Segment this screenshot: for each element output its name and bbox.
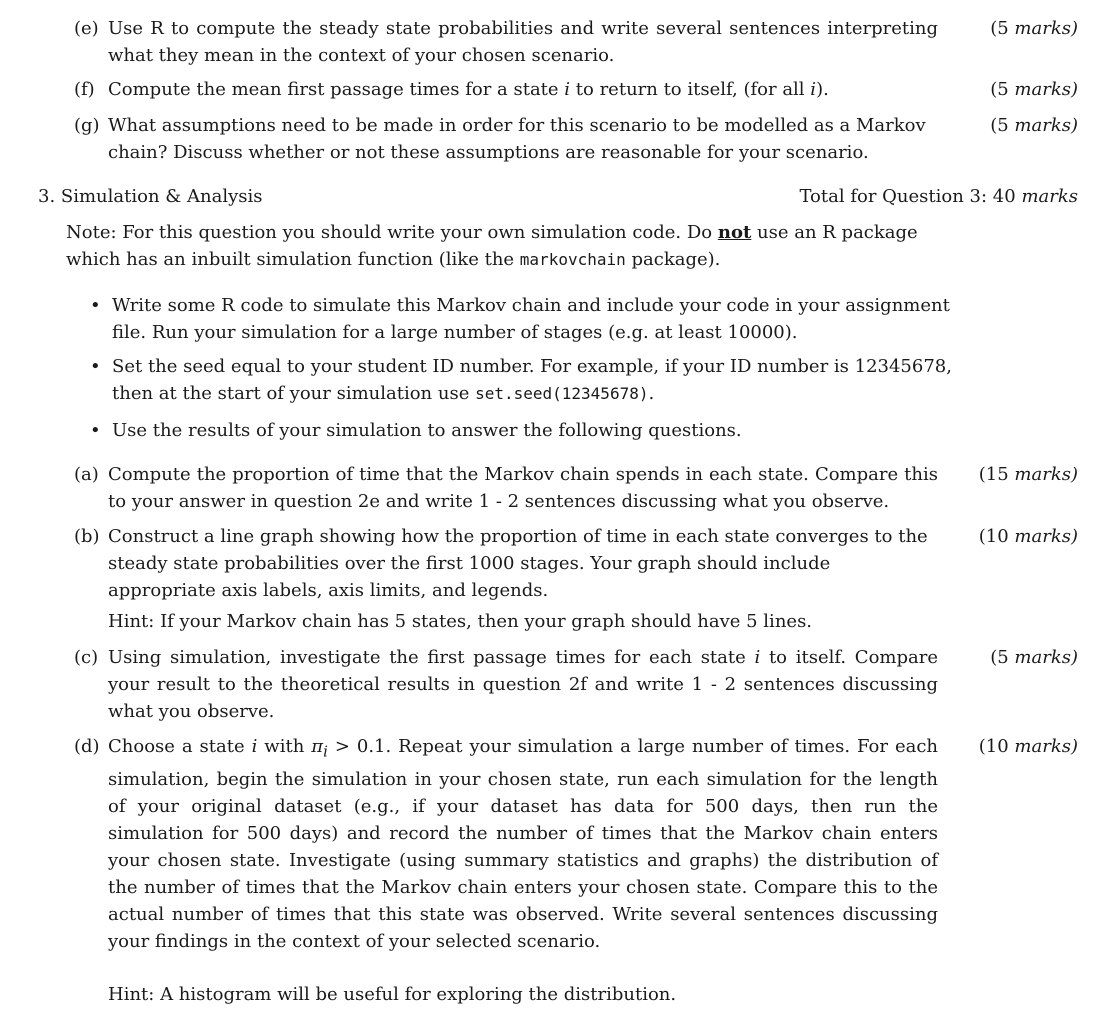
marks-badge: (5 marks) <box>990 79 1078 100</box>
question-text: Construct a line graph showing how the proportion of time in each state converges to the steady state probabilities over the first 1000 stages. Your graph should include appropriate axis labels, axis limits, and legends. <box>108 526 928 601</box>
item-label: (e) <box>74 18 99 39</box>
item-label: (a) <box>74 464 99 485</box>
question-text: Using simulation, investigate the first passage times for each state i to itself. Compare your result to the theoretical results in question 2f and write 1 - 2 sentences discussing what you observe. <box>108 647 938 722</box>
hint-text: Hint: If your Markov chain has 5 states, then your graph should have 5 lines. <box>108 611 813 632</box>
marks-badge: (10 marks) <box>978 736 1078 757</box>
question-text: What assumptions need to be made in order for this scenario to be modelled as a Markov chain? Discuss whether or not these assumptions are reasonable for your scenario. <box>108 115 926 163</box>
bullet-icon: • <box>90 420 101 441</box>
question-3b <box>74 523 1078 635</box>
question-text: Choose a state i with $\pi_i > 0.1$. Repeat your simulation a large number of times. For each simulation, begin the simulation in your chosen state, run each simulation for the length of your original dataset (e.g., if your dataset has data for 500 days, then run the simulation for 500 days) and record the number of times that the Markov chain enters your chosen state. Investigate (using summary statistics and graphs) the distribution of the number of times that the Markov chain enters your chosen state. Compare this to the actual number of times that this state was observed. Write several sentences discussing your findings in the context of your selected scenario. <box>108 736 939 952</box>
question-3a <box>74 461 1078 515</box>
marks-badge: (10 marks) <box>978 526 1078 547</box>
item-label: (b) <box>74 526 100 547</box>
marks-badge: (5 marks) <box>990 647 1078 668</box>
question-3d <box>74 733 1078 955</box>
question-2f <box>74 76 1078 103</box>
bullet-item: • Set the seed equal to your student ID number. For example, if your ID number is 12345678, then at the start of your simulation use set.seed(12345678). <box>90 353 964 407</box>
question-3c <box>74 644 1078 725</box>
section-title: 3. Simulation & Analysis <box>38 186 263 207</box>
question-text: Compute the mean first passage times for a state i to return to itself, (for all i). <box>108 79 829 100</box>
item-label: (f) <box>74 79 95 100</box>
question-2g <box>74 112 1078 166</box>
item-label: (d) <box>74 736 100 757</box>
bullet-icon: • <box>90 295 101 316</box>
marks-badge: (5 marks) <box>990 18 1078 39</box>
question-3-heading <box>38 183 1078 210</box>
question-text: Use R to compute the steady state probabilities and write several sentences interpreting what they mean in the context of your chosen scenario. <box>108 18 938 66</box>
bullet-item: • Write some R code to simulate this Markov chain and include your code in your assignment file. Run your simulation for a large number of stages (e.g. at least 10000). <box>90 292 964 346</box>
histogram-hint: Hint: A histogram will be useful for exploring the distribution. <box>108 984 677 1005</box>
note-paragraph: Note: For this question you should write your own simulation code. Do not use an R package which has an inbuilt simulation function (like the markovchain package). <box>66 222 918 270</box>
bullet-item: • Use the results of your simulation to answer the following questions. <box>90 417 964 444</box>
bullet-icon: • <box>90 356 101 377</box>
item-label: (g) <box>74 115 100 136</box>
question-2e <box>74 15 1078 69</box>
marks-badge: (5 marks) <box>990 115 1078 136</box>
question-text: Compute the proportion of time that the Markov chain spends in each state. Compare this to your answer in question 2e and write 1 - 2 sentences discussing what you observe. <box>108 464 938 512</box>
item-label: (c) <box>74 647 99 668</box>
total-marks: Total for Question 3: 40 marks <box>799 186 1078 207</box>
marks-badge: (15 marks) <box>978 464 1078 485</box>
